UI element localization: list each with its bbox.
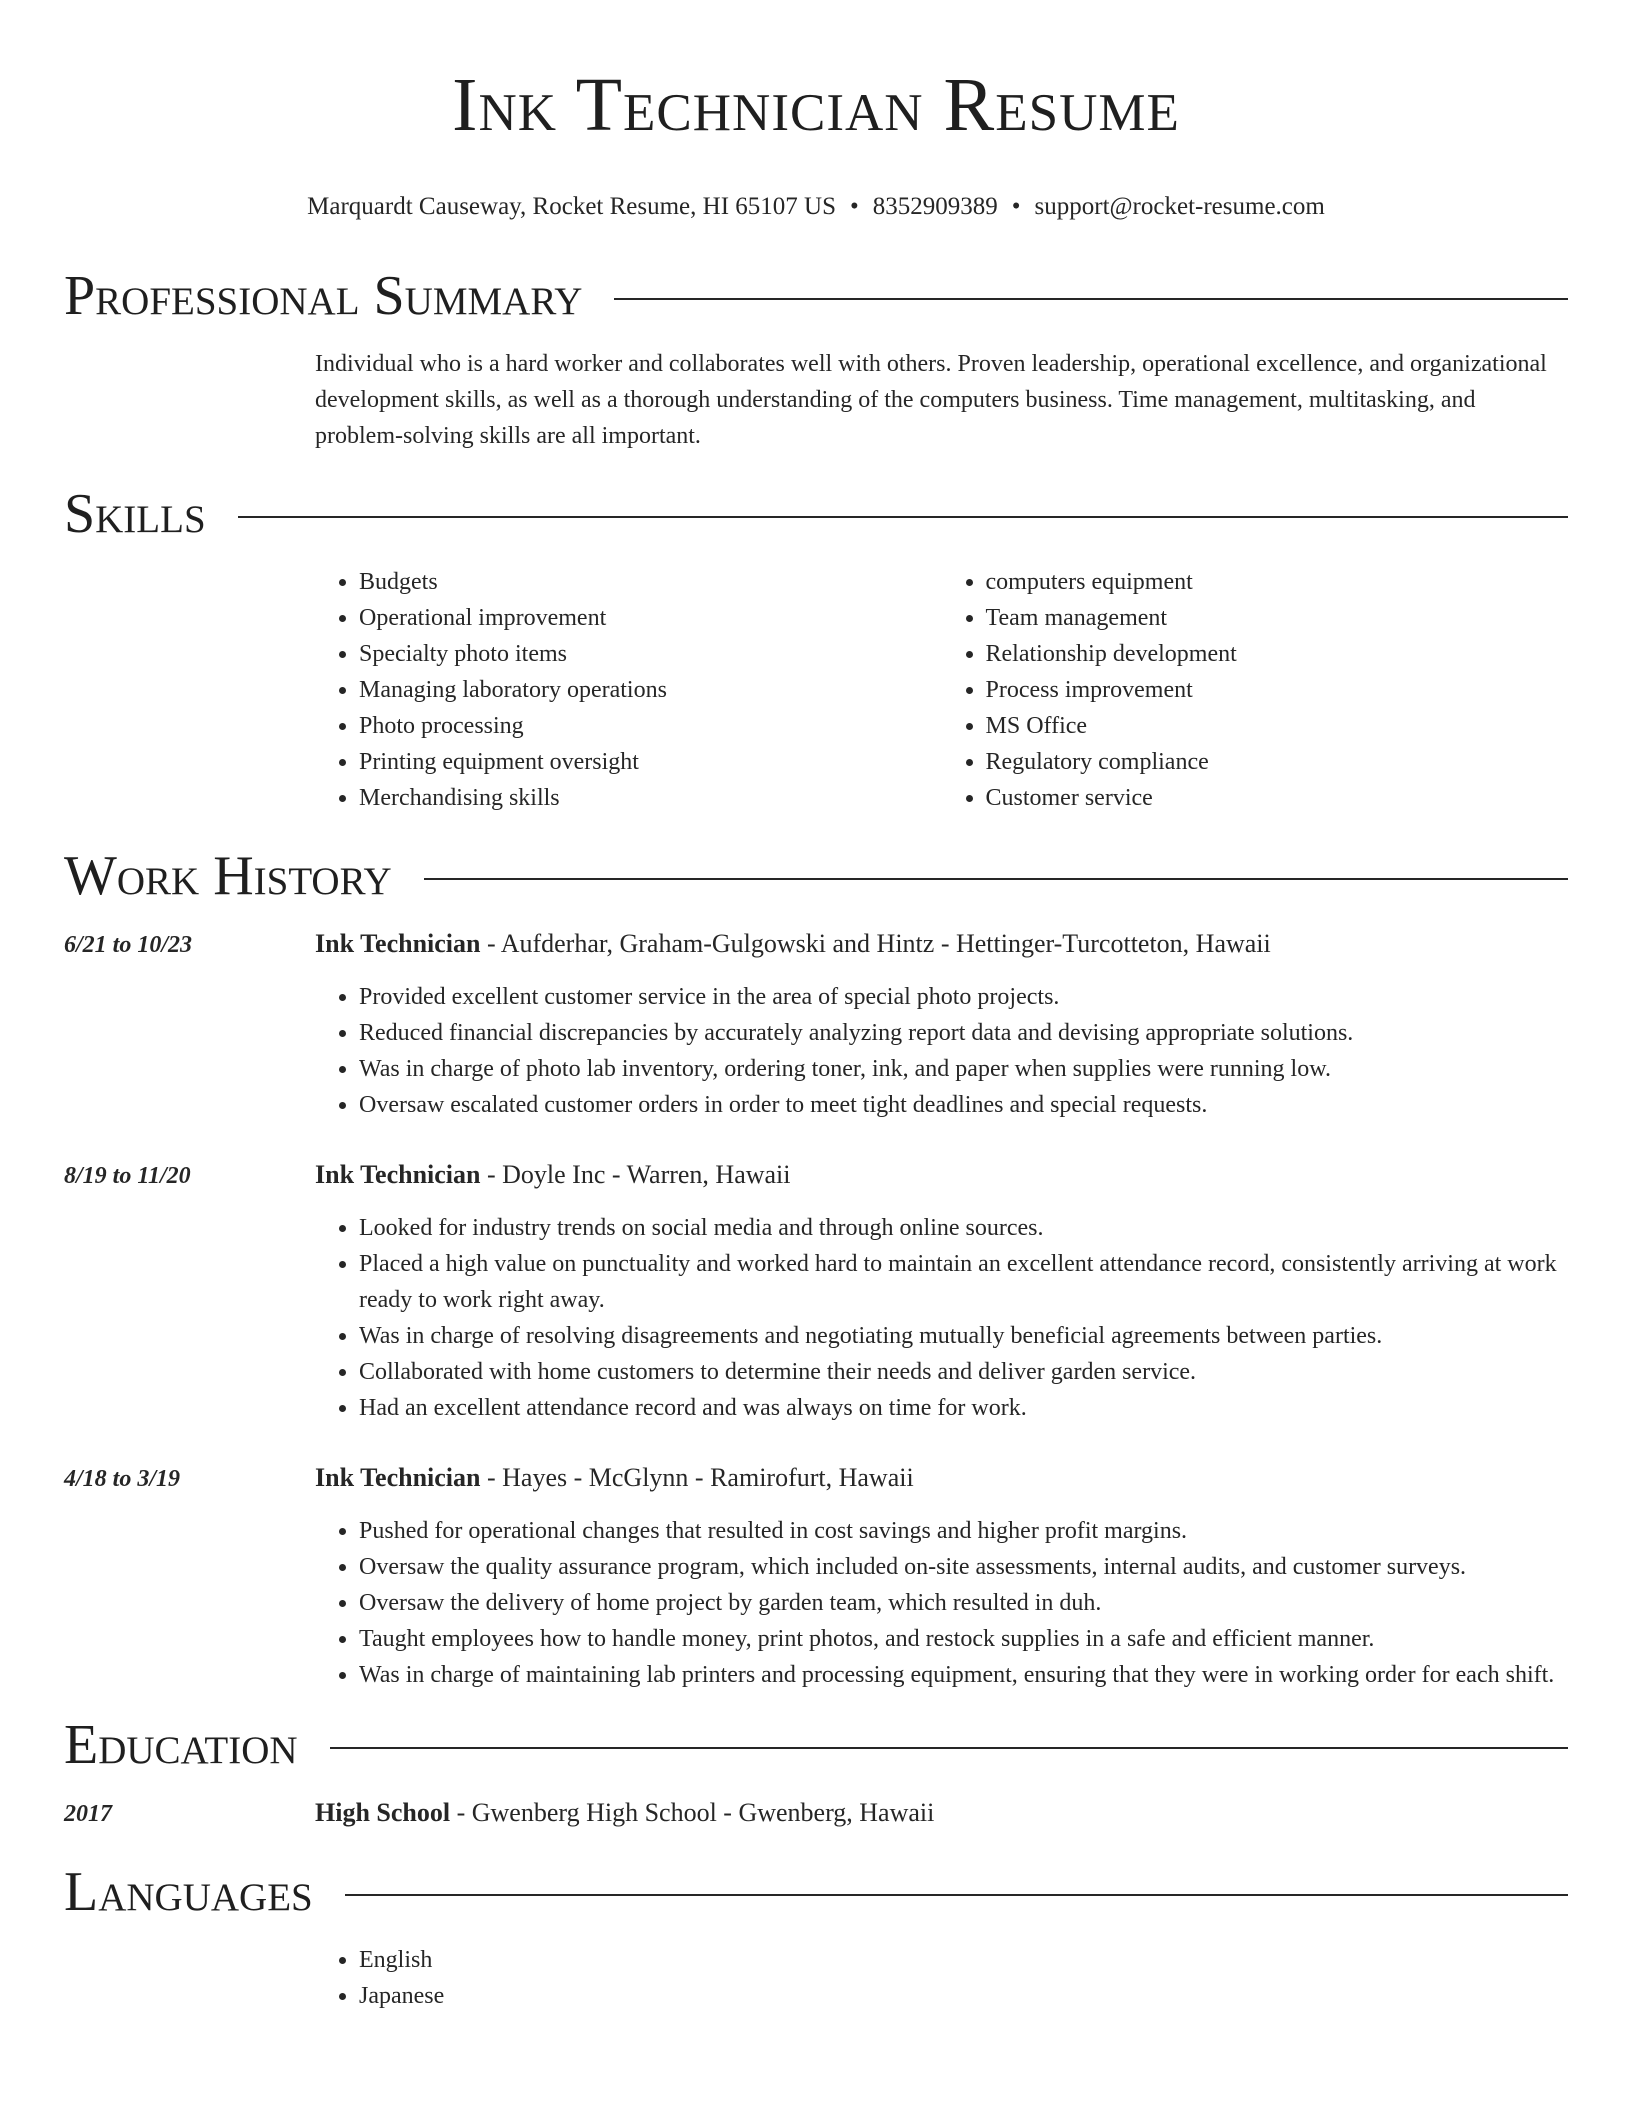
skill-item: • Merchandising skills xyxy=(359,780,942,816)
job-bullet: • Oversaw escalated customer orders in order to meet tight deadlines and special requests. xyxy=(359,1087,1568,1123)
address: Marquardt Causeway, Rocket Resume, HI 65107 US xyxy=(307,193,836,220)
job-header xyxy=(64,1157,1568,1194)
job-bullet: • Taught employees how to handle money, print photos, and restock supplies in a safe and efficient manner. xyxy=(359,1621,1568,1657)
section-divider xyxy=(330,1747,1568,1749)
skill-item: • Managing laboratory operations xyxy=(359,672,942,708)
phone: 8352909389 xyxy=(872,193,998,220)
job-title-line xyxy=(315,1460,914,1496)
job-title-line xyxy=(315,926,1271,962)
skill-item: • Photo processing xyxy=(359,708,942,744)
section-languages-header xyxy=(64,1862,1568,1922)
resume-title: Ink Technician Resume xyxy=(452,63,1180,147)
section-divider xyxy=(614,298,1568,300)
section-heading: Languages xyxy=(64,1861,313,1923)
job-bullets xyxy=(315,1513,1568,1693)
job-details: - Aufderhar, Graham-Gulgowski and Hintz - Hettinger-Turcotteton, Hawaii xyxy=(480,929,1271,958)
section-education-header xyxy=(64,1715,1568,1775)
job-entry xyxy=(64,1460,1568,1693)
skill-item: • MS Office xyxy=(986,708,1569,744)
skill-item: • Customer service xyxy=(986,780,1569,816)
skill-item: • Operational improvement xyxy=(359,600,942,636)
skill-item: • Team management xyxy=(986,600,1569,636)
job-bullet: • Oversaw the quality assurance program, which included on-site assessments, internal audits, and customer surveys. xyxy=(359,1549,1568,1585)
job-entry xyxy=(64,926,1568,1123)
skills-column-right xyxy=(942,564,1569,816)
skill-item: • Process improvement xyxy=(986,672,1569,708)
job-dates: 4/18 to 3/19 xyxy=(64,1466,181,1492)
job-bullet: • Was in charge of maintaining lab printers and processing equipment, ensuring that they were in working order for each shift. xyxy=(359,1657,1568,1693)
section-divider xyxy=(424,878,1568,880)
job-title: Ink Technician xyxy=(315,1463,481,1492)
education-degree: High School xyxy=(315,1798,451,1827)
contact-line xyxy=(64,192,1568,222)
section-heading: Professional Summary xyxy=(64,265,583,327)
job-title: Ink Technician xyxy=(315,1160,481,1189)
job-title: Ink Technician xyxy=(315,929,481,958)
job-bullet: • Looked for industry trends on social media and through online sources. xyxy=(359,1210,1568,1246)
separator-dot: • xyxy=(850,193,859,220)
section-divider xyxy=(345,1894,1568,1896)
section-summary-header xyxy=(64,266,1568,326)
skill-item: • Specialty photo items xyxy=(359,636,942,672)
job-header xyxy=(64,1460,1568,1497)
skill-item: • Printing equipment oversight xyxy=(359,744,942,780)
section-heading: Skills xyxy=(64,483,206,545)
skills-list xyxy=(315,564,1568,816)
job-bullets xyxy=(315,979,1568,1123)
skill-item: • Budgets xyxy=(359,564,942,600)
skill-item: • Relationship development xyxy=(986,636,1569,672)
job-entry xyxy=(64,1157,1568,1426)
job-bullets xyxy=(315,1210,1568,1426)
job-bullet: • Pushed for operational changes that resulted in cost savings and higher profit margins. xyxy=(359,1513,1568,1549)
job-details: - Doyle Inc - Warren, Hawaii xyxy=(480,1160,791,1189)
education-details: - Gwenberg High School - Gwenberg, Hawaii xyxy=(450,1798,935,1827)
language-item: • Japanese xyxy=(359,1978,1568,2014)
skill-item: • Regulatory compliance xyxy=(986,744,1569,780)
skill-item: • computers equipment xyxy=(986,564,1569,600)
education-line xyxy=(315,1795,934,1831)
job-bullet: • Had an excellent attendance record and was always on time for work. xyxy=(359,1390,1568,1426)
job-bullet: • Placed a high value on punctuality and worked hard to maintain an excellent attendance record, consistently arriving at work ready to work right away. xyxy=(359,1246,1568,1318)
education-year: 2017 xyxy=(64,1801,112,1827)
job-dates: 6/21 to 10/23 xyxy=(64,932,193,958)
job-bullet: • Reduced financial discrepancies by accurately analyzing report data and devising appropriate solutions. xyxy=(359,1015,1568,1051)
job-dates: 8/19 to 11/20 xyxy=(64,1163,191,1189)
separator-dot: • xyxy=(1011,193,1021,220)
summary-text: Individual who is a hard worker and collaborates well with others. Proven leadership, operational excellence, and organizational development skills, as well as a thorough understanding of the computers business. Time management, multitasking, and problem-solving skills are all important. xyxy=(315,351,1547,449)
job-bullet: • Was in charge of resolving disagreements and negotiating mutually beneficial agreements between parties. xyxy=(359,1318,1568,1354)
job-bullet: • Provided excellent customer service in the area of special photo projects. xyxy=(359,979,1568,1015)
job-title-line xyxy=(315,1157,791,1193)
job-bullet: • Collaborated with home customers to determine their needs and deliver garden service. xyxy=(359,1354,1568,1390)
section-skills-header xyxy=(64,484,1568,544)
language-item: • English xyxy=(359,1942,1568,1978)
job-bullet: • Was in charge of photo lab inventory, ordering toner, ink, and paper when supplies were running low. xyxy=(359,1051,1568,1087)
email-link[interactable]: support@rocket-resume.com xyxy=(1034,193,1325,220)
section-work-header xyxy=(64,846,1568,906)
education-entry xyxy=(64,1795,1568,1832)
skills-column-left xyxy=(315,564,942,816)
job-header xyxy=(64,926,1568,963)
job-bullet: • Oversaw the delivery of home project by garden team, which resulted in duh. xyxy=(359,1585,1568,1621)
job-details: - Hayes - McGlynn - Ramirofurt, Hawaii xyxy=(480,1463,914,1492)
section-heading: Work History xyxy=(64,845,392,907)
section-divider xyxy=(238,516,1568,518)
section-heading: Education xyxy=(64,1714,298,1776)
languages-list xyxy=(315,1942,1568,2014)
